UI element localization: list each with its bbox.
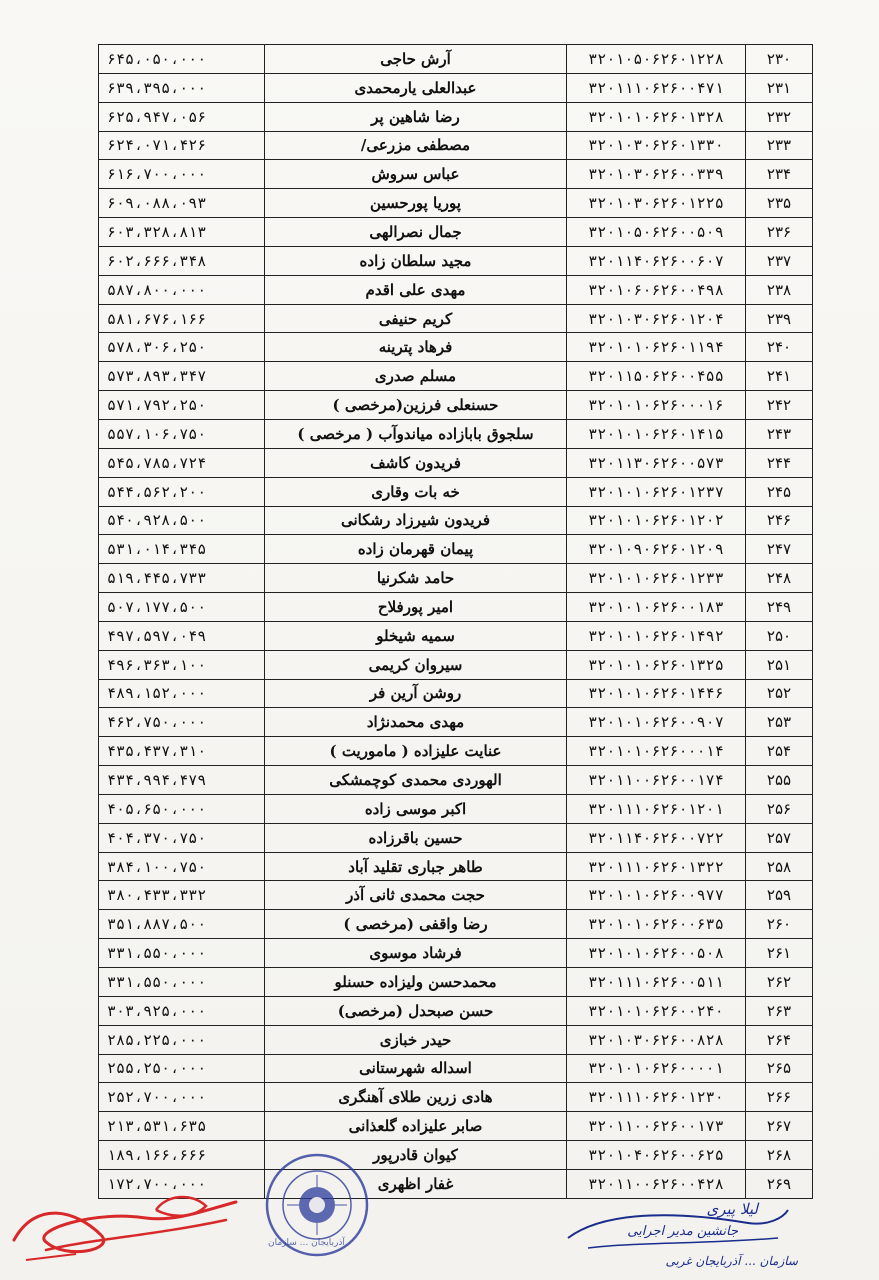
row-number-cell: ۲۳۶ [746,218,813,247]
amount-cell: ۵۸۱،۶۷۶،۱۶۶ [99,304,265,333]
employee-name-cell: رضا شاهین پر [265,102,567,131]
table-row [99,448,813,477]
employee-name-cell: سلجوق بابازاده میاندوآب ( مرخصی ) [265,419,567,448]
table-body [99,45,813,1199]
employee-name-cell: طاهر جباری تقلید آباد [265,852,567,881]
account-number-cell: ۳۲۰۱۱۱۰۶۲۶۰۱۳۲۲ [567,852,746,881]
table-row [99,304,813,333]
table-row [99,593,813,622]
row-number-cell: ۲۶۲ [746,968,813,997]
row-number-cell: ۲۵۰ [746,621,813,650]
amount-cell: ۳۰۳،۹۲۵،۰۰۰ [99,996,265,1025]
table-row [99,823,813,852]
amount-cell: ۵۴۵،۷۸۵،۷۲۴ [99,448,265,477]
row-number-cell: ۲۳۹ [746,304,813,333]
amount-cell: ۴۰۴،۳۷۰،۷۵۰ [99,823,265,852]
amount-cell: ۴۹۶،۳۶۳،۱۰۰ [99,650,265,679]
row-number-cell: ۲۴۵ [746,477,813,506]
row-number-cell: ۲۵۴ [746,737,813,766]
employee-name-cell: عنایت علیزاده ( ماموریت ) [265,737,567,766]
table-row [99,189,813,218]
table-row [99,679,813,708]
row-number-cell: ۲۵۵ [746,766,813,795]
amount-cell: ۵۸۷،۸۰۰،۰۰۰ [99,275,265,304]
account-number-cell: ۳۲۰۱۰۳۰۶۲۶۰۰۳۳۹ [567,160,746,189]
row-number-cell: ۲۳۰ [746,45,813,74]
signer-org: سازمان ... آذربایجان غربی [665,1254,798,1268]
table-row [99,1025,813,1054]
amount-cell: ۳۳۱،۵۵۰،۰۰۰ [99,968,265,997]
row-number-cell: ۲۵۹ [746,881,813,910]
amount-cell: ۱۸۹،۱۶۶،۶۶۶ [99,1141,265,1170]
table-row [99,564,813,593]
account-number-cell: ۳۲۰۱۰۱۰۶۲۶۰۱۴۱۵ [567,419,746,448]
employee-name-cell: رضا واقفی (مرخصی ) [265,910,567,939]
employee-name-cell: مهدی علی اقدم [265,275,567,304]
employee-name-cell: محمدحسن ولیزاده حسنلو [265,968,567,997]
employee-name-cell: خه بات وقاری [265,477,567,506]
employee-name-cell: فریدون شیرزاد رشکانی [265,506,567,535]
row-number-cell: ۲۳۱ [746,73,813,102]
row-number-cell: ۲۴۰ [746,333,813,362]
amount-cell: ۵۵۷،۱۰۶،۷۵۰ [99,419,265,448]
employee-name-cell: سیروان کریمی [265,650,567,679]
row-number-cell: ۲۵۲ [746,679,813,708]
row-number-cell: ۲۶۸ [746,1141,813,1170]
employee-name-cell: مسلم صدری [265,362,567,391]
account-number-cell: ۳۲۰۱۱۱۰۶۲۶۰۱۲۳۰ [567,1083,746,1112]
employee-name-cell: حسین باقرزاده [265,823,567,852]
row-number-cell: ۲۳۲ [746,102,813,131]
amount-cell: ۶۰۲،۶۶۶،۳۴۸ [99,246,265,275]
table-row [99,794,813,823]
row-number-cell: ۲۴۹ [746,593,813,622]
amount-cell: ۳۸۴،۱۰۰،۷۵۰ [99,852,265,881]
signer-name: لیلا پیری [706,1200,758,1218]
table-row [99,333,813,362]
account-number-cell: ۳۲۰۱۰۳۰۶۲۶۰۱۲۰۴ [567,304,746,333]
account-number-cell: ۳۲۰۱۰۳۰۶۲۶۰۱۳۳۰ [567,131,746,160]
account-number-cell: ۳۲۰۱۱۰۰۶۲۶۰۰۱۷۴ [567,766,746,795]
account-number-cell: ۳۲۰۱۰۱۰۶۲۶۰۰۵۰۸ [567,939,746,968]
amount-cell: ۵۷۸،۳۰۶،۲۵۰ [99,333,265,362]
employee-name-cell: عبدالعلی یارمحمدی [265,73,567,102]
employee-name-cell: حیدر خبازی [265,1025,567,1054]
row-number-cell: ۲۴۴ [746,448,813,477]
table-row [99,737,813,766]
row-number-cell: ۲۴۲ [746,391,813,420]
table-row [99,1083,813,1112]
row-number-cell: ۲۶۶ [746,1083,813,1112]
account-number-cell: ۳۲۰۱۱۴۰۶۲۶۰۰۶۰۷ [567,246,746,275]
account-number-cell: ۳۲۰۱۱۱۰۶۲۶۰۱۲۰۱ [567,794,746,823]
employee-name-cell: غفار اظهری [265,1169,567,1198]
account-number-cell: ۳۲۰۱۰۱۰۶۲۶۰۱۳۲۸ [567,102,746,131]
row-number-cell: ۲۶۱ [746,939,813,968]
row-number-cell: ۲۶۷ [746,1112,813,1141]
table-row [99,621,813,650]
account-number-cell: ۳۲۰۱۰۱۰۶۲۶۰۱۴۴۶ [567,679,746,708]
amount-cell: ۵۷۱،۷۹۲،۲۵۰ [99,391,265,420]
employee-name-cell: روشن آرین فر [265,679,567,708]
account-number-cell: ۳۲۰۱۱۰۰۶۲۶۰۰۴۲۸ [567,1169,746,1198]
row-number-cell: ۲۴۱ [746,362,813,391]
account-number-cell: ۳۲۰۱۰۱۰۶۲۶۰۱۴۹۲ [567,621,746,650]
account-number-cell: ۳۲۰۱۰۱۰۶۲۶۰۰۹۷۷ [567,881,746,910]
employee-name-cell: مهدی محمدنژاد [265,708,567,737]
row-number-cell: ۲۴۶ [746,506,813,535]
account-number-cell: ۳۲۰۱۱۱۰۶۲۶۰۰۵۱۱ [567,968,746,997]
account-number-cell: ۳۲۰۱۱۳۰۶۲۶۰۰۵۷۳ [567,448,746,477]
account-number-cell: ۳۲۰۱۰۱۰۶۲۶۰۰۰۱۴ [567,737,746,766]
amount-cell: ۵۴۴،۵۶۲،۲۰۰ [99,477,265,506]
account-number-cell: ۳۲۰۱۰۱۰۶۲۶۰۰۱۸۳ [567,593,746,622]
amount-cell: ۲۱۳،۵۳۱،۶۳۵ [99,1112,265,1141]
row-number-cell: ۲۵۱ [746,650,813,679]
table-row [99,45,813,74]
table-row [99,506,813,535]
signer-title: جانشین مدیر اجرایی [627,1224,738,1239]
amount-cell: ۶۲۴،۰۷۱،۴۲۶ [99,131,265,160]
amount-cell: ۵۰۷،۱۷۷،۵۰۰ [99,593,265,622]
row-number-cell: ۲۳۳ [746,131,813,160]
table-row [99,218,813,247]
employee-name-cell: کیوان قادرپور [265,1141,567,1170]
row-number-cell: ۲۳۷ [746,246,813,275]
amount-cell: ۵۱۹،۴۴۵،۷۳۳ [99,564,265,593]
row-number-cell: ۲۶۳ [746,996,813,1025]
amount-cell: ۵۷۳،۸۹۳،۳۴۷ [99,362,265,391]
payment-table [98,44,813,1199]
amount-cell: ۴۰۵،۶۵۰،۰۰۰ [99,794,265,823]
account-number-cell: ۳۲۰۱۰۱۰۶۲۶۰۰۹۰۷ [567,708,746,737]
employee-name-cell: صابر علیزاده گلعذانی [265,1112,567,1141]
row-number-cell: ۲۵۳ [746,708,813,737]
amount-cell: ۲۵۲،۷۰۰،۰۰۰ [99,1083,265,1112]
employee-name-cell: حامد شکرنیا [265,564,567,593]
table-row [99,1112,813,1141]
row-number-cell: ۲۴۳ [746,419,813,448]
row-number-cell: ۲۶۹ [746,1169,813,1198]
table-row [99,1141,813,1170]
account-number-cell: ۳۲۰۱۱۱۰۶۲۶۰۰۴۷۱ [567,73,746,102]
amount-cell: ۵۴۰،۹۲۸،۵۰۰ [99,506,265,535]
employee-name-cell: حجت محمدی ثانی آذر [265,881,567,910]
account-number-cell: ۳۲۰۱۰۱۰۶۲۶۰۰۲۴۰ [567,996,746,1025]
table-row [99,939,813,968]
employee-name-cell: آرش حاجی [265,45,567,74]
account-number-cell: ۳۲۰۱۰۱۰۶۲۶۰۱۲۰۲ [567,506,746,535]
employee-name-cell: سمیه شیخلو [265,621,567,650]
table-row [99,477,813,506]
table-row [99,881,813,910]
table-row [99,708,813,737]
account-number-cell: ۳۲۰۱۰۳۰۶۲۶۰۰۸۲۸ [567,1025,746,1054]
table-row [99,996,813,1025]
row-number-cell: ۲۵۸ [746,852,813,881]
amount-cell: ۲۸۵،۲۲۵،۰۰۰ [99,1025,265,1054]
amount-cell: ۴۶۲،۷۵۰،۰۰۰ [99,708,265,737]
row-number-cell: ۲۵۷ [746,823,813,852]
amount-cell: ۱۷۲،۷۰۰،۰۰۰ [99,1169,265,1198]
table-row [99,102,813,131]
table-row [99,131,813,160]
table-row [99,852,813,881]
amount-cell: ۶۳۹،۳۹۵،۰۰۰ [99,73,265,102]
amount-cell: ۲۵۵،۲۵۰،۰۰۰ [99,1054,265,1083]
account-number-cell: ۳۲۰۱۰۳۰۶۲۶۰۱۲۲۵ [567,189,746,218]
table-row [99,275,813,304]
employee-name-cell: عباس سروش [265,160,567,189]
table-row [99,650,813,679]
employee-name-cell: امیر پورفلاح [265,593,567,622]
employee-name-cell: الهوردی محمدی کوچمشکی [265,766,567,795]
employee-name-cell: پوریا پورحسین [265,189,567,218]
table-row [99,419,813,448]
account-number-cell: ۳۲۰۱۰۱۰۶۲۶۰۱۲۳۳ [567,564,746,593]
table-row [99,1054,813,1083]
red-signature [6,1180,246,1270]
amount-cell: ۵۳۱،۰۱۴،۳۴۵ [99,535,265,564]
employee-name-cell: اکبر موسی زاده [265,794,567,823]
employee-name-cell: مصطفی مزرعی/ [265,131,567,160]
table-row [99,73,813,102]
table-row [99,968,813,997]
account-number-cell: ۳۲۰۱۰۱۰۶۲۶۰۰۰۰۱ [567,1054,746,1083]
table-row [99,910,813,939]
employee-name-cell: حسن صبحدل (مرخصی) [265,996,567,1025]
account-number-cell: ۳۲۰۱۰۵۰۶۲۶۰۰۵۰۹ [567,218,746,247]
signature-block [548,1198,798,1278]
row-number-cell: ۲۳۸ [746,275,813,304]
amount-cell: ۶۱۶،۷۰۰،۰۰۰ [99,160,265,189]
account-number-cell: ۳۲۰۱۰۱۰۶۲۶۰۱۱۹۴ [567,333,746,362]
table-row [99,535,813,564]
account-number-cell: ۳۲۰۱۰۱۰۶۲۶۰۱۳۲۵ [567,650,746,679]
row-number-cell: ۲۳۵ [746,189,813,218]
employee-name-cell: کریم حنیفی [265,304,567,333]
amount-cell: ۶۴۵،۰۵۰،۰۰۰ [99,45,265,74]
amount-cell: ۶۲۵،۹۴۷،۰۵۶ [99,102,265,131]
amount-cell: ۶۰۳،۳۲۸،۸۱۳ [99,218,265,247]
employee-name-cell: فرشاد موسوی [265,939,567,968]
row-number-cell: ۲۶۰ [746,910,813,939]
row-number-cell: ۲۳۴ [746,160,813,189]
account-number-cell: ۳۲۰۱۰۱۰۶۲۶۰۰۰۱۶ [567,391,746,420]
employee-name-cell: اسداله شهرستانی [265,1054,567,1083]
employee-name-cell: فرهاد پترینه [265,333,567,362]
row-number-cell: ۲۶۵ [746,1054,813,1083]
amount-cell: ۳۳۱،۵۵۰،۰۰۰ [99,939,265,968]
account-number-cell: ۳۲۰۱۱۴۰۶۲۶۰۰۷۲۲ [567,823,746,852]
employee-name-cell: جمال نصرالهی [265,218,567,247]
row-number-cell: ۲۴۸ [746,564,813,593]
employee-name-cell: حسنعلی فرزین(مرخصی ) [265,391,567,420]
table-row [99,160,813,189]
account-number-cell: ۳۲۰۱۰۴۰۶۲۶۰۰۶۲۵ [567,1141,746,1170]
amount-cell: ۴۸۹،۱۵۲،۰۰۰ [99,679,265,708]
row-number-cell: ۲۴۷ [746,535,813,564]
amount-cell: ۳۸۰،۴۳۳،۳۳۲ [99,881,265,910]
table-row [99,391,813,420]
table-row [99,362,813,391]
account-number-cell: ۳۲۰۱۰۱۰۶۲۶۰۰۶۳۵ [567,910,746,939]
employee-name-cell: فریدون کاشف [265,448,567,477]
account-number-cell: ۳۲۰۱۰۱۰۶۲۶۰۱۲۳۷ [567,477,746,506]
amount-cell: ۴۹۷،۵۹۷،۰۴۹ [99,621,265,650]
account-number-cell: ۳۲۰۱۰۵۰۶۲۶۰۱۲۲۸ [567,45,746,74]
amount-cell: ۶۰۹،۰۸۸،۰۹۳ [99,189,265,218]
employee-name-cell: پیمان قهرمان زاده [265,535,567,564]
row-number-cell: ۲۵۶ [746,794,813,823]
account-number-cell: ۳۲۰۱۱۰۰۶۲۶۰۰۱۷۳ [567,1112,746,1141]
table-row [99,766,813,795]
stamp-text: آذربایجان ... سازمان [268,1238,345,1248]
account-number-cell: ۳۲۰۱۰۹۰۶۲۶۰۱۲۰۹ [567,535,746,564]
account-number-cell: ۳۲۰۱۱۵۰۶۲۶۰۰۴۵۵ [567,362,746,391]
amount-cell: ۳۵۱،۸۸۷،۵۰۰ [99,910,265,939]
amount-cell: ۴۳۴،۹۹۴،۴۷۹ [99,766,265,795]
employee-name-cell: مجید سلطان زاده [265,246,567,275]
account-number-cell: ۳۲۰۱۰۶۰۶۲۶۰۰۴۹۸ [567,275,746,304]
table-row [99,246,813,275]
amount-cell: ۴۳۵،۴۳۷،۳۱۰ [99,737,265,766]
employee-name-cell: هادی زرین طلای آهنگری [265,1083,567,1112]
row-number-cell: ۲۶۴ [746,1025,813,1054]
